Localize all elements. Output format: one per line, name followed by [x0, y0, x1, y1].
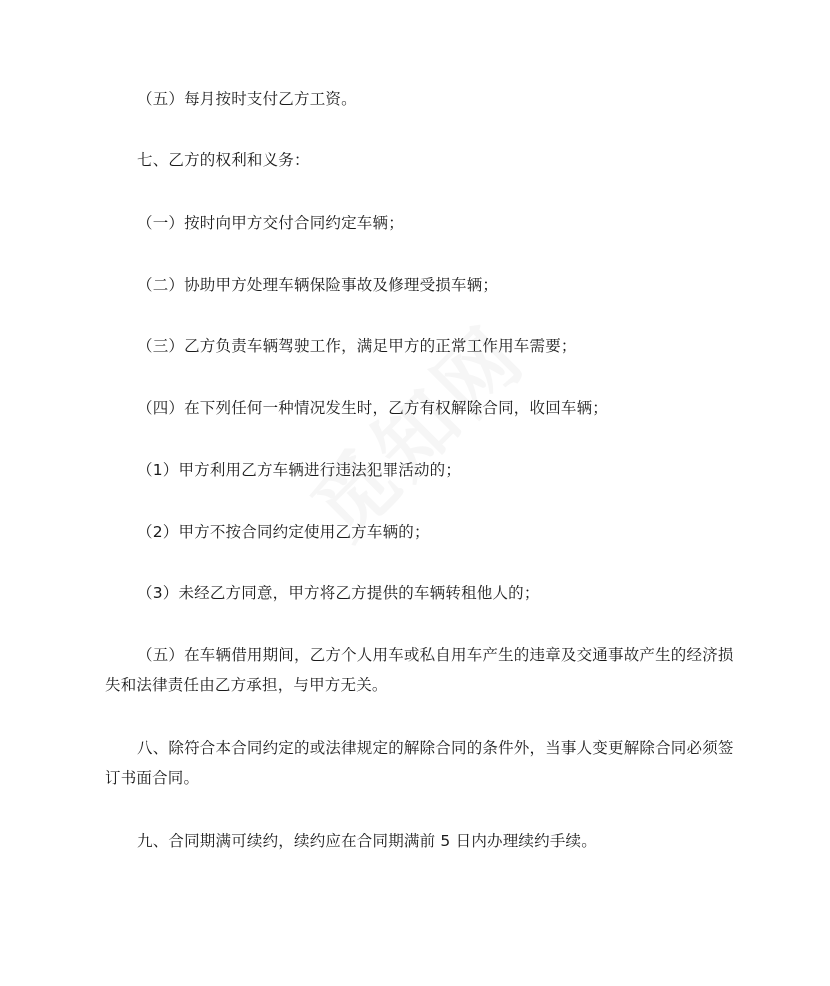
paragraph-1-deliver-vehicle: （一）按时向甲方交付合同约定车辆； [137, 214, 404, 232]
clause-1-illegal-use: （1）甲方利用乙方车辆进行违法犯罪活动的； [137, 461, 462, 479]
section-7-heading: 七、乙方的权利和义务： [137, 151, 310, 169]
section-9-renewal: 九、合同期满可续约，续约应在合同期满前 5 日内办理续约手续。 [137, 832, 597, 850]
clause-2-improper-use: （2）甲方不按合同约定使用乙方车辆的； [137, 523, 430, 541]
paragraph-5-pay-salary: （五）每月按时支付乙方工资。 [137, 90, 357, 108]
paragraph-3-driving-work: （三）乙方负责车辆驾驶工作，满足甲方的正常工作用车需要； [137, 337, 577, 355]
paragraph-5-liability: （五）在车辆借用期间，乙方个人用车或私自用车产生的违章及交通事故产生的经济损失和法律责任由乙方承担，与甲方无关。 [105, 646, 734, 694]
section-8-termination-conditions: 八、除符合本合同约定的或法律规定的解除合同的条件外，当事人变更解除合同必须签订书面合同。 [105, 739, 734, 787]
paragraph-4-termination-right: （四）在下列任何一种情况发生时，乙方有权解除合同，收回车辆； [137, 399, 609, 417]
clause-3-sublease: （3）未经乙方同意，甲方将乙方提供的车辆转租他人的； [137, 584, 540, 602]
paragraph-2-assist-insurance: （二）协助甲方处理车辆保险事故及修理受损车辆； [137, 276, 499, 294]
